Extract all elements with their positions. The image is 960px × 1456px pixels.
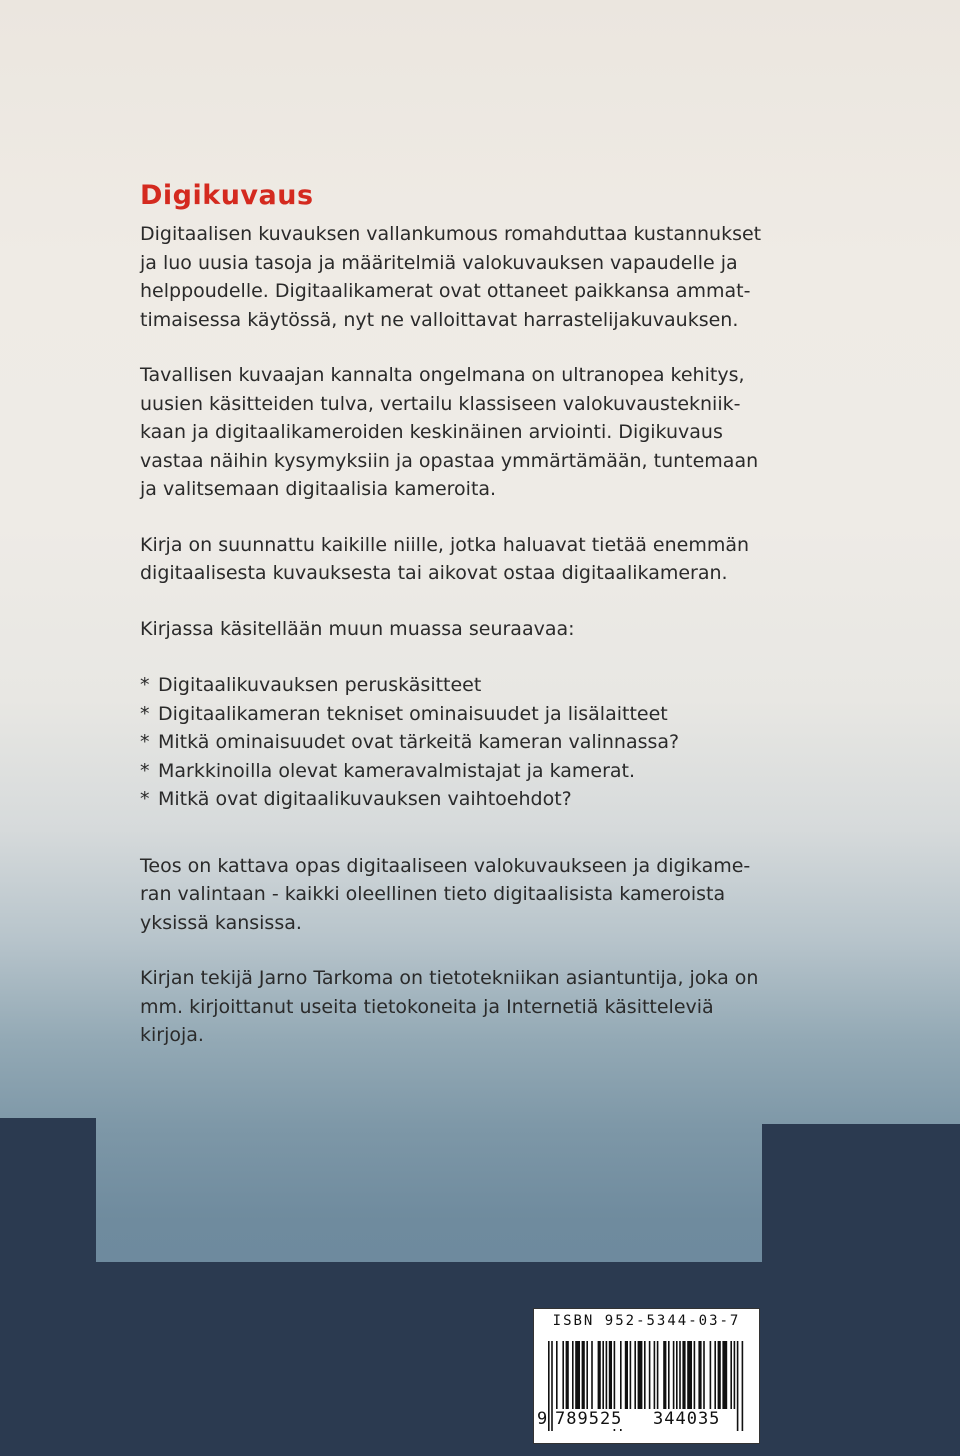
text-line: Kirjan tekijä Jarno Tarkoma on tietotekniikan asiantuntija, joka on — [140, 967, 759, 989]
text-line: mm. kirjoittanut useita tietokoneita ja Internetiä käsitteleviä — [140, 995, 714, 1018]
dark-band-bottom — [0, 1262, 960, 1456]
text-line: timaisessa käytössä, nyt ne valloittavat harrastelijakuvauksen. — [140, 308, 739, 331]
list-item: * Digitaalikuvauksen peruskäsitteet — [140, 671, 740, 700]
list-item: * Digitaalikameran tekniset ominaisuudet ja lisälaitteet — [140, 700, 740, 729]
paragraph-intro — [140, 220, 762, 334]
paragraph-topics-intro — [140, 615, 740, 644]
text-line: Kirjassa käsitellään muun muassa seuraavaa: — [140, 617, 575, 640]
topics-list — [140, 671, 740, 814]
text-line: ran valintaan - kaikki oleellinen tieto digitaalisista kameroista — [140, 883, 726, 905]
barcode-left-digits: 789525 — [555, 1409, 623, 1429]
barcode-right-digits: 344035 — [653, 1409, 721, 1429]
paragraph-audience — [140, 531, 750, 588]
isbn-barcode-box — [533, 1308, 760, 1444]
text-line: vastaa näihin kysymyksiin ja opastaa ymmärtämään, tuntemaan — [140, 449, 759, 472]
paragraph-problem — [140, 361, 759, 504]
barcode-lead-digit: 9 — [537, 1409, 548, 1429]
list-item: * Mitkä ovat digitaalikuvauksen vaihtoehdot? — [140, 785, 740, 814]
text-line: helppoudelle. Digitaalikamerat ovat ottaneet paikkansa ammat- — [140, 280, 751, 302]
text-line: digitaalisesta kuvauksesta tai aikovat ostaa digitaalikameran. — [140, 562, 728, 584]
text-line: Teos on kattava opas digitaaliseen valokuvaukseen ja digikame- — [140, 854, 751, 877]
text-line: Tavallisen kuvaajan kannalta ongelmana on ultranopea kehitys, — [140, 364, 745, 386]
text-line: yksissä kansissa. — [140, 911, 302, 934]
list-item: * Markkinoilla olevat kameravalmistajat ja kamerat. — [140, 757, 740, 786]
text-line: kirjoja. — [140, 1024, 204, 1046]
text-line: ja valitsemaan digitaalisia kameroita. — [140, 478, 497, 500]
bullet-star: * — [140, 788, 150, 810]
list-item: * Mitkä ominaisuudet ovat tärkeitä kameran valinnassa? — [140, 728, 740, 757]
text-line: uusien käsitteiden tulva, vertailu klassiseen valokuvaustekniik- — [140, 392, 741, 415]
text-line: Digitaalisen kuvauksen vallankumous romahduttaa kustannukset — [140, 223, 762, 245]
bullet-star: * — [140, 731, 150, 753]
text-line: ja luo uusia tasoja ja määritelmiä valokuvauksen vapaudelle ja — [140, 251, 738, 274]
text-line: Kirja on suunnattu kaikille niille, jotka haluavat tietää enemmän — [140, 533, 750, 556]
book-title: Digikuvaus — [140, 180, 314, 211]
paragraph-summary — [140, 852, 751, 938]
text-line: kaan ja digitaalikameroiden keskinäinen arviointi. Digikuvaus — [140, 421, 723, 443]
bullet-star: * — [140, 759, 150, 782]
isbn-number: ISBN 952-5344-03-7 — [552, 1313, 741, 1329]
back-cover-text — [140, 180, 762, 1077]
paragraph-author — [140, 964, 759, 1050]
bullet-star: * — [140, 674, 150, 696]
bullet-star: * — [140, 702, 150, 725]
